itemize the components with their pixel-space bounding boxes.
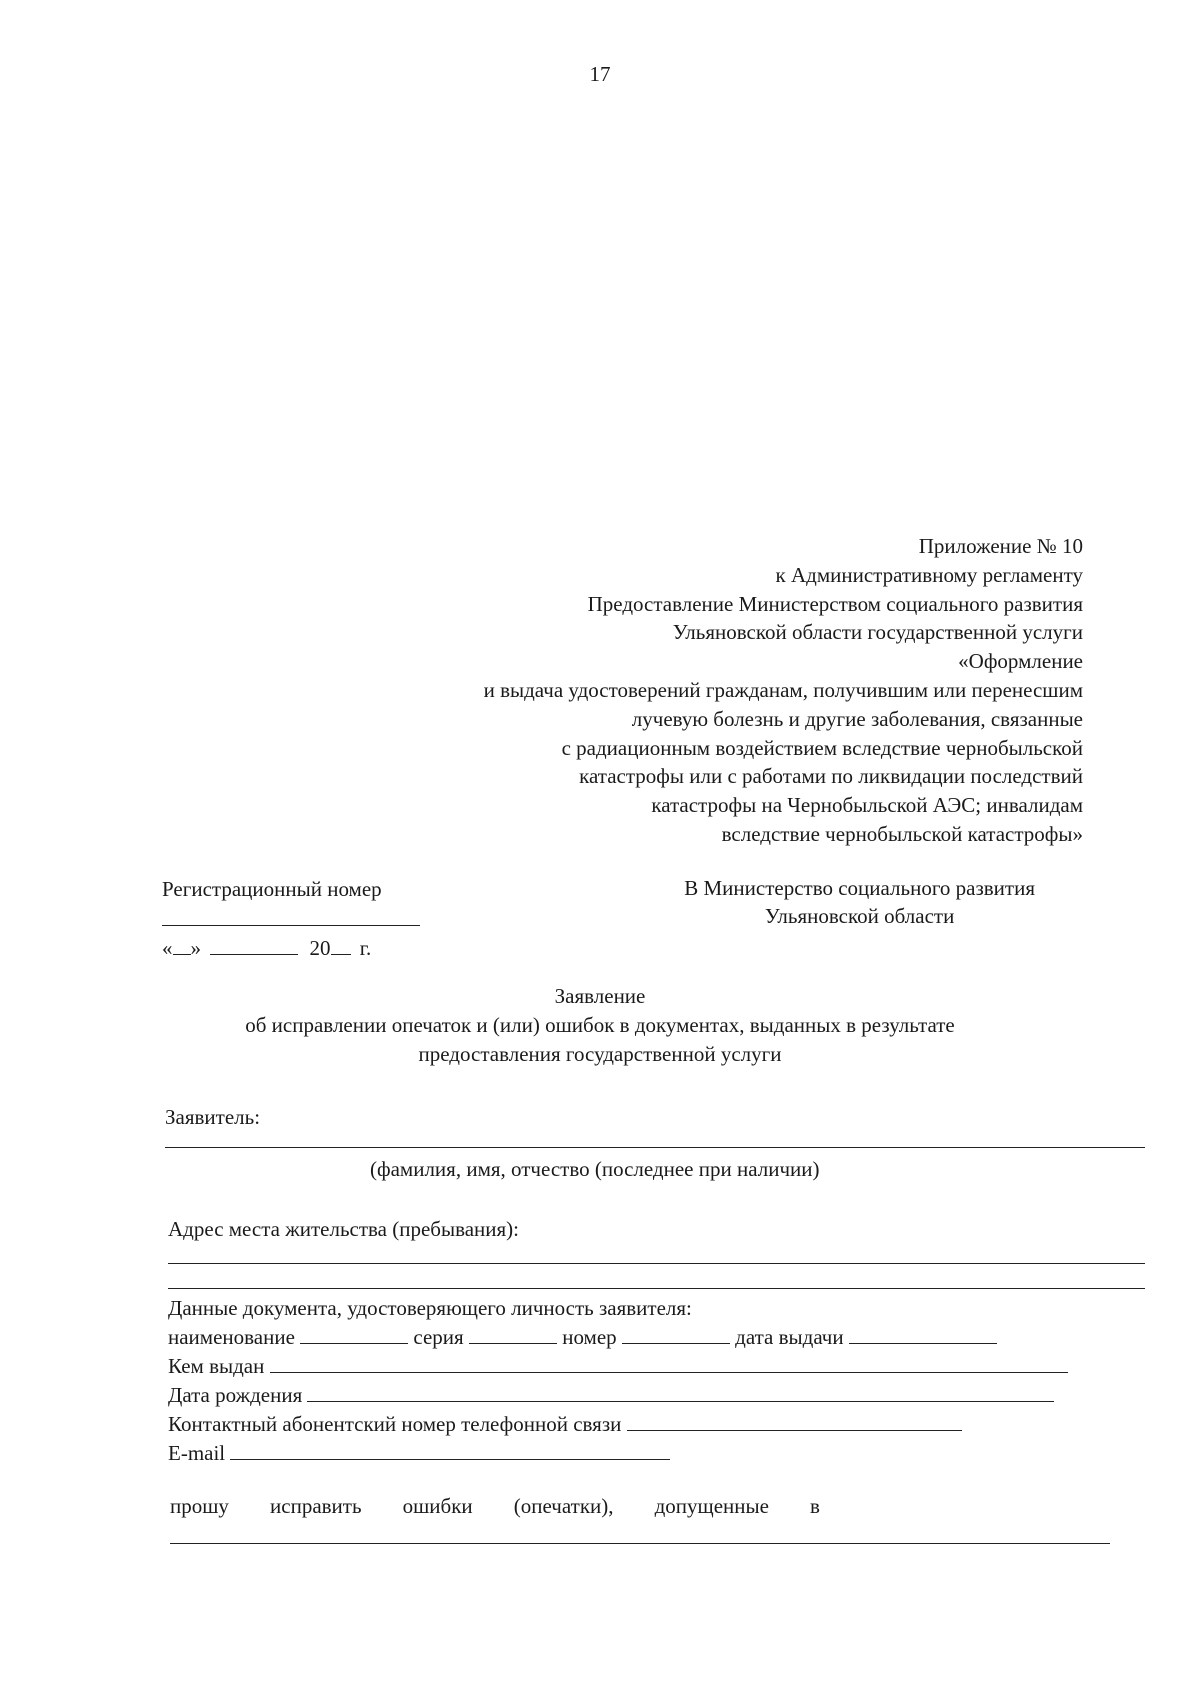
- day-field[interactable]: [173, 935, 191, 955]
- identity-details-row: [168, 1323, 1068, 1352]
- appendix-line: катастрофы на Чернобыльской АЭС; инвалидам: [651, 793, 1083, 818]
- appendix-line: вследствие чернобыльской катастрофы»: [721, 821, 1083, 846]
- document-title: [0, 982, 1200, 1069]
- address-label: Адрес места жительства (пребывания):: [168, 1217, 520, 1241]
- applicant-label: Заявитель:: [165, 1105, 261, 1129]
- month-field[interactable]: [210, 935, 298, 955]
- document-number-label: номер: [562, 1325, 617, 1349]
- recipient-block: [684, 874, 1035, 930]
- birth-date-field[interactable]: [307, 1382, 1054, 1402]
- date-open-quote: «: [162, 936, 173, 960]
- identity-document-section: [168, 1294, 1068, 1468]
- appendix-line: Предоставление Министерством социального развития: [587, 591, 1083, 616]
- title-line: предоставления государственной услуги: [418, 1042, 782, 1066]
- recipient-line: Ульяновской области: [764, 904, 955, 928]
- applicant-name-caption: (фамилия, имя, отчество (последнее при наличии): [370, 1157, 820, 1181]
- request-word: прошу: [170, 1494, 229, 1518]
- birth-date-row: [168, 1381, 1068, 1410]
- appendix-line: Ульяновской области государственной услуги: [672, 620, 1083, 645]
- appendix-header: [484, 532, 1083, 849]
- recipient-line: В Министерство социального развития: [684, 876, 1035, 900]
- email-row: [168, 1439, 1068, 1468]
- year-prefix: 20: [309, 936, 331, 960]
- appendix-line: и выдача удостоверений гражданам, получившим или перенесшим: [483, 677, 1083, 702]
- request-details-field[interactable]: [170, 1543, 1110, 1544]
- appendix-line: «Оформление: [958, 649, 1083, 674]
- year-field[interactable]: [331, 935, 351, 955]
- page-number: 17: [589, 62, 611, 86]
- identity-heading: Данные документа, удостоверяющего личность заявителя:: [168, 1296, 692, 1320]
- email-field[interactable]: [230, 1440, 670, 1460]
- phone-field[interactable]: [627, 1411, 962, 1431]
- title-line: Заявление: [554, 984, 646, 1008]
- issue-date-field[interactable]: [849, 1324, 997, 1344]
- request-sentence: [170, 1494, 820, 1519]
- issued-by-field[interactable]: [270, 1353, 1068, 1373]
- registration-number-label: Регистрационный номер: [162, 877, 382, 901]
- document-series-field[interactable]: [469, 1324, 557, 1344]
- appendix-line: Приложение № 10: [918, 534, 1083, 558]
- title-line: об исправлении опечаток и (или) ошибок в документах, выданных в результате: [245, 1013, 955, 1037]
- issue-date-label: дата выдачи: [735, 1325, 844, 1349]
- year-suffix: г.: [359, 936, 372, 960]
- issued-by-row: [168, 1352, 1068, 1381]
- request-word: допущенные: [654, 1494, 769, 1518]
- request-word: исправить: [270, 1494, 362, 1518]
- phone-label: Контактный абонентский номер телефонной связи: [168, 1412, 622, 1436]
- date-close-quote: »: [190, 936, 201, 960]
- document-name-field[interactable]: [300, 1324, 408, 1344]
- birth-date-label: Дата рождения: [168, 1383, 303, 1407]
- appendix-line: с радиационным воздействием вследствие чернобыльской: [561, 735, 1083, 760]
- address-field-line-1[interactable]: [168, 1263, 1145, 1264]
- appendix-line: лучевую болезнь и другие заболевания, связанные: [631, 706, 1083, 731]
- appendix-line: к Административному регламенту: [775, 562, 1083, 587]
- registration-number-field[interactable]: [162, 925, 420, 926]
- request-word: в: [810, 1494, 820, 1518]
- phone-row: [168, 1410, 1068, 1439]
- request-word: (опечатки),: [513, 1494, 614, 1518]
- appendix-line: катастрофы или с работами по ликвидации последствий: [579, 764, 1083, 789]
- document-series-label: серия: [413, 1325, 464, 1349]
- registration-date: [162, 935, 371, 961]
- document-number-field[interactable]: [622, 1324, 730, 1344]
- address-field-line-2[interactable]: [168, 1288, 1145, 1289]
- email-label: E-mail: [168, 1441, 226, 1465]
- document-name-label: наименование: [168, 1325, 295, 1349]
- applicant-name-field[interactable]: [165, 1147, 1145, 1148]
- request-word: ошибки: [402, 1494, 473, 1518]
- issued-by-label: Кем выдан: [168, 1354, 265, 1378]
